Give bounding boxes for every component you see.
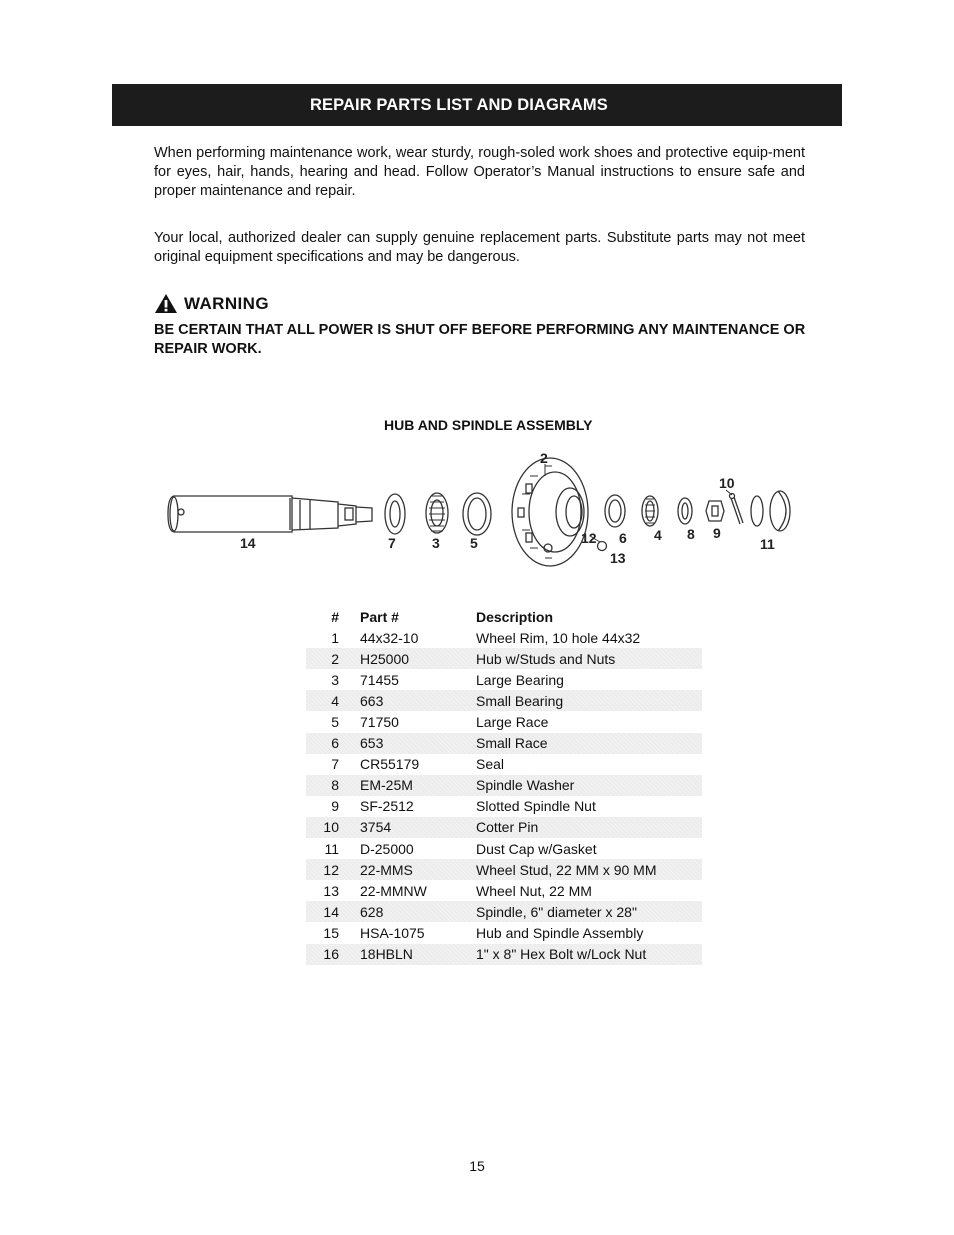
callout-7: 7 xyxy=(388,535,396,551)
item-number: 1 xyxy=(331,629,339,646)
hub-part xyxy=(512,458,588,566)
part-number: 3754 xyxy=(360,819,392,836)
part-number: 653 xyxy=(360,735,384,752)
cotter-pin-part xyxy=(730,494,744,525)
column-header-description: Description xyxy=(476,608,554,625)
part-description: Wheel Nut, 22 MM xyxy=(476,882,592,899)
warning-text: BE CERTAIN THAT ALL POWER IS SHUT OFF BEFORE PERFORMING ANY MAINTENANCE OR REPAIR WORK. xyxy=(154,322,806,357)
column-header-part: Part # xyxy=(360,608,399,625)
item-number: 4 xyxy=(331,692,339,709)
table-row xyxy=(306,648,702,669)
item-number: 6 xyxy=(331,735,339,752)
table-header-row xyxy=(306,606,702,627)
hub-spindle-exploded-diagram xyxy=(160,446,800,576)
part-description: Spindle, 6" diameter x 28" xyxy=(476,903,637,920)
table-row xyxy=(306,711,702,732)
part-number: D-25000 xyxy=(360,840,414,857)
intro-paragraph-dealer: Your local, authorized dealer can supply genuine replacement parts. Substitute parts may not meet original equipment specifications and may be dangerous. xyxy=(154,230,805,265)
item-number: 15 xyxy=(323,924,339,941)
section-title: REPAIR PARTS LIST AND DIAGRAMS xyxy=(310,95,608,114)
table-row xyxy=(306,775,702,796)
callout-11: 11 xyxy=(760,536,775,552)
item-number: 16 xyxy=(323,946,339,963)
spindle-part xyxy=(168,496,372,532)
wheel-nut-part xyxy=(598,542,607,551)
large-bearing-part xyxy=(426,493,448,533)
large-race-part xyxy=(463,493,491,535)
part-description: Small Bearing xyxy=(476,692,564,709)
part-description: Wheel Rim, 10 hole 44x32 xyxy=(476,629,641,646)
item-number: 7 xyxy=(331,756,339,773)
warning-word: WARNING xyxy=(184,293,269,313)
callout-2: 2 xyxy=(540,450,548,466)
part-number: 628 xyxy=(360,903,384,920)
item-number: 13 xyxy=(323,882,339,899)
part-number: CR55179 xyxy=(360,756,420,773)
table-row xyxy=(306,754,702,775)
part-description: Wheel Stud, 22 MM x 90 MM xyxy=(476,861,657,878)
table-row xyxy=(306,627,702,648)
small-bearing-part xyxy=(642,496,658,526)
part-number: SF-2512 xyxy=(360,798,414,815)
table-row xyxy=(306,733,702,754)
small-race-part xyxy=(605,495,625,527)
dust-cap-part xyxy=(751,491,790,531)
callout-12: 12 xyxy=(581,530,597,546)
table-row xyxy=(306,859,702,880)
part-description: Hub and Spindle Assembly xyxy=(476,924,644,941)
callout-4: 4 xyxy=(654,527,662,543)
part-number: 71455 xyxy=(360,671,399,688)
item-number: 11 xyxy=(324,840,339,857)
table-row xyxy=(306,669,702,690)
warning-label xyxy=(154,293,269,314)
parts-table xyxy=(306,606,702,965)
part-number: 44x32-10 xyxy=(360,629,419,646)
page-number: 15 xyxy=(469,1158,485,1174)
part-description: Spindle Washer xyxy=(476,777,575,794)
part-description: Slotted Spindle Nut xyxy=(476,798,596,815)
part-description: Seal xyxy=(476,756,505,773)
callout-6: 6 xyxy=(619,530,627,546)
callout-8: 8 xyxy=(687,526,695,542)
part-number: 18HBLN xyxy=(360,946,413,963)
item-number: 8 xyxy=(331,777,339,794)
item-number: 10 xyxy=(323,819,339,836)
part-number: 22-MMS xyxy=(360,861,413,878)
table-row xyxy=(306,817,702,838)
warning-triangle-icon xyxy=(154,293,178,314)
item-number: 2 xyxy=(331,650,339,667)
item-number: 9 xyxy=(331,798,339,815)
callout-3: 3 xyxy=(432,535,440,551)
table-row xyxy=(306,690,702,711)
callout-9: 9 xyxy=(713,525,721,541)
callout-13: 13 xyxy=(610,550,626,566)
callout-5: 5 xyxy=(470,535,478,551)
part-description: Hub w/Studs and Nuts xyxy=(476,650,616,667)
part-description: Large Bearing xyxy=(476,671,564,688)
table-row xyxy=(306,880,702,901)
table-row xyxy=(306,944,702,965)
table-row xyxy=(306,838,702,859)
callout-10: 10 xyxy=(719,475,735,491)
part-number: 22-MMNW xyxy=(360,882,427,899)
part-description: Large Race xyxy=(476,714,549,731)
table-row xyxy=(306,796,702,817)
table-row xyxy=(306,901,702,922)
spindle-washer-part xyxy=(678,498,692,524)
part-description: Cotter Pin xyxy=(476,819,539,836)
callout-14: 14 xyxy=(240,535,256,551)
part-number: EM-25M xyxy=(360,777,413,794)
column-header-number: # xyxy=(331,608,339,625)
diagram-title: HUB AND SPINDLE ASSEMBLY xyxy=(384,417,593,433)
part-description: 1" x 8" Hex Bolt w/Lock Nut xyxy=(476,946,647,963)
part-number: H25000 xyxy=(360,650,410,667)
item-number: 14 xyxy=(323,903,339,920)
part-description: Dust Cap w/Gasket xyxy=(476,840,597,857)
intro-paragraph-safety: When performing maintenance work, wear sturdy, rough-soled work shoes and protective equip-ment for eyes, hair, hands, hearing and head. Follow Operator’s Manual instructions to ensure safe and proper maintenance and repair. xyxy=(154,145,805,199)
section-header-bar xyxy=(112,84,842,126)
slotted-nut-part xyxy=(706,501,724,521)
item-number: 3 xyxy=(331,671,339,688)
part-number: 663 xyxy=(360,692,384,709)
part-description: Small Race xyxy=(476,735,548,752)
table-row xyxy=(306,922,702,943)
seal-part xyxy=(385,494,405,534)
item-number: 12 xyxy=(323,861,339,878)
part-number: HSA-1075 xyxy=(360,924,425,941)
item-number: 5 xyxy=(331,714,339,731)
part-number: 71750 xyxy=(360,714,399,731)
